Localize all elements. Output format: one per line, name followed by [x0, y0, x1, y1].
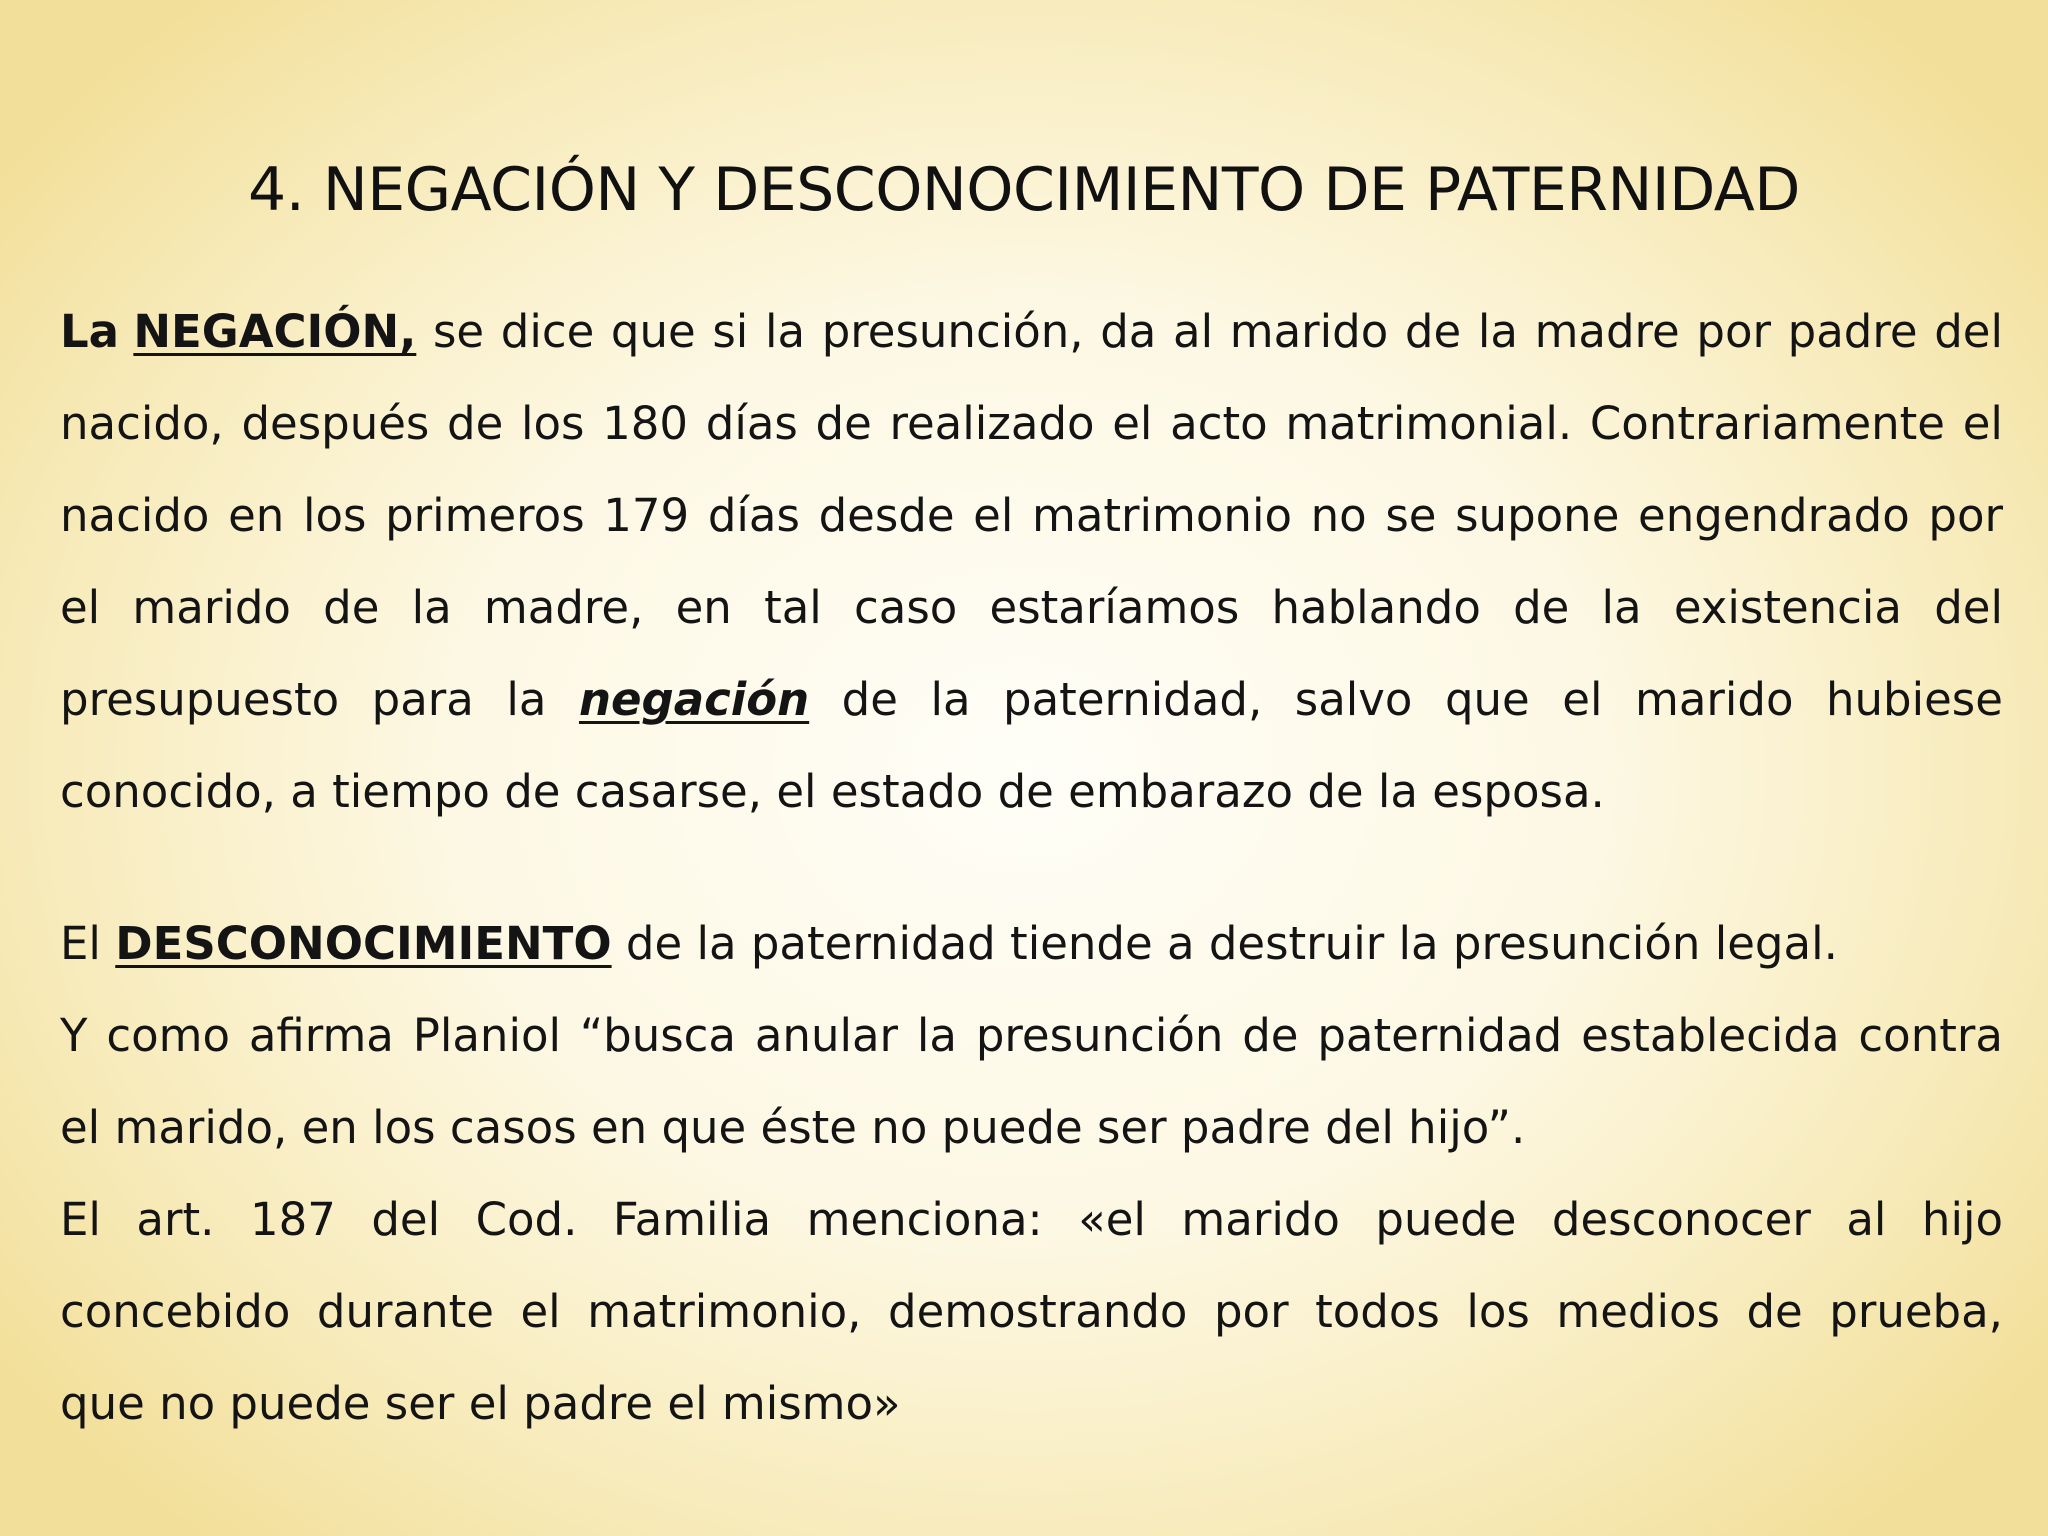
word: de [447, 397, 504, 450]
lead-word: El [60, 917, 101, 970]
lead-word: La [60, 305, 120, 358]
term-negacion: NEGACIÓN, [133, 305, 417, 358]
text-line [60, 898, 2003, 990]
word: la [1601, 581, 1642, 634]
word: que [610, 305, 696, 358]
text-line [60, 1266, 2003, 1358]
word: para [371, 673, 474, 726]
slide-title: 4. NEGACIÓN Y DESCONOCIMIENTO DE PATERNIDAD [248, 155, 1800, 225]
word: demostrando [888, 1285, 1188, 1338]
word: el [973, 489, 1014, 542]
text-line [60, 286, 2003, 378]
word: primeros [385, 489, 585, 542]
word: si [712, 305, 749, 358]
word: 179 [603, 489, 690, 542]
word: nacido [60, 489, 210, 542]
word: durante [316, 1285, 494, 1338]
word: por [1696, 305, 1772, 358]
word: por [1213, 1285, 1289, 1338]
word: paternidad, [1003, 673, 1263, 726]
word: Cod. [475, 1193, 578, 1246]
word: el [1962, 397, 2003, 450]
word: hijo [1921, 1193, 2003, 1246]
text-line [60, 378, 2003, 470]
word: Contrariamente [1589, 397, 1945, 450]
word: de [1404, 305, 1462, 358]
word: al [1846, 1193, 1887, 1246]
word: días [707, 489, 800, 542]
text-line [60, 470, 2003, 562]
word: madre [1534, 305, 1680, 358]
word: los [520, 397, 585, 450]
word: medios [1556, 1285, 1720, 1338]
word: la [506, 673, 547, 726]
word: 180 [602, 397, 689, 450]
text-segment: de la paternidad tiende a destruir la presunción legal. [625, 917, 1838, 970]
word: matrimonio, [587, 1285, 862, 1338]
word: salvo [1294, 673, 1413, 726]
word: no [1310, 489, 1367, 542]
word: en [228, 489, 285, 542]
word: desconocer [1551, 1193, 1811, 1246]
word: 187 [249, 1193, 336, 1246]
word: todos [1315, 1285, 1440, 1338]
word: art. [136, 1193, 215, 1246]
word: los [1466, 1285, 1530, 1338]
word: da [1100, 305, 1157, 358]
text-line: que no puede ser el padre el mismo» [60, 1377, 901, 1430]
word: de [815, 397, 872, 450]
word: presunción, [821, 305, 1084, 358]
word: la [930, 673, 971, 726]
word: de [323, 581, 380, 634]
word: puede [1375, 1193, 1517, 1246]
word: la [916, 1009, 957, 1062]
word: como [106, 1009, 230, 1062]
word: de [1242, 1009, 1299, 1062]
word: los [302, 489, 367, 542]
word: presupuesto [60, 673, 340, 726]
word: padre [1787, 305, 1918, 358]
word: “busca [579, 1009, 737, 1062]
word: establecida [1581, 1009, 1840, 1062]
word: en [675, 581, 732, 634]
word: acto [1170, 397, 1268, 450]
word: del [1934, 581, 2003, 634]
word: matrimonial. [1285, 397, 1573, 450]
word: el [1562, 673, 1603, 726]
word: estaríamos [989, 581, 1240, 634]
word: del [1934, 305, 2003, 358]
word: la [764, 305, 806, 358]
word: dice [500, 305, 595, 358]
word: al [1173, 305, 1214, 358]
word: Y [60, 1009, 88, 1062]
word: prueba, [1829, 1285, 2003, 1338]
text-line [60, 1174, 2003, 1266]
word: contra [1858, 1009, 2003, 1062]
text-line [60, 990, 2003, 1082]
text-line [60, 562, 2003, 654]
word: hablando [1271, 581, 1481, 634]
word: días [705, 397, 798, 450]
word: desde [818, 489, 955, 542]
word: engendrado [1638, 489, 1910, 542]
term-negacion-italic: negación [578, 673, 810, 726]
word: se [432, 305, 485, 358]
word: afirma [248, 1009, 394, 1062]
word: «el [1078, 1193, 1146, 1246]
word: tal [764, 581, 822, 634]
word: por [1928, 489, 2003, 542]
word: marido [1634, 673, 1794, 726]
word: se [1385, 489, 1437, 542]
word: El [60, 1193, 101, 1246]
term-desconocimiento: DESCONOCIMIENTO [115, 917, 612, 970]
word: concebido [60, 1285, 291, 1338]
word: supone [1455, 489, 1620, 542]
word: caso [854, 581, 958, 634]
word: de [1746, 1285, 1803, 1338]
word: el [60, 581, 101, 634]
word: hubiese [1826, 673, 2003, 726]
word: el [1112, 397, 1153, 450]
word: paternidad [1317, 1009, 1563, 1062]
word: marido [1181, 1193, 1340, 1246]
word: Planiol [412, 1009, 561, 1062]
word: nacido, [60, 397, 224, 450]
word: la [1477, 305, 1518, 358]
word: matrimonio [1032, 489, 1292, 542]
word: de [1513, 581, 1570, 634]
word: presunción [975, 1009, 1224, 1062]
word: que [1444, 673, 1530, 726]
word: después [241, 397, 430, 450]
word: de [841, 673, 898, 726]
word: el [520, 1285, 561, 1338]
word: del [371, 1193, 441, 1246]
word: menciona: [806, 1193, 1043, 1246]
word: la [411, 581, 452, 634]
word: anular [754, 1009, 899, 1062]
word: realizado [889, 397, 1095, 450]
text-line [60, 654, 2003, 746]
text-line: el marido, en los casos en que éste no puede ser padre del hijo”. [60, 1101, 1526, 1154]
text-line: conocido, a tiempo de casarse, el estado de embarazo de la esposa. [60, 765, 1605, 818]
word: Familia [612, 1193, 772, 1246]
word: marido [1229, 305, 1389, 358]
word: madre, [483, 581, 644, 634]
word: existencia [1673, 581, 1902, 634]
word: marido [132, 581, 291, 634]
